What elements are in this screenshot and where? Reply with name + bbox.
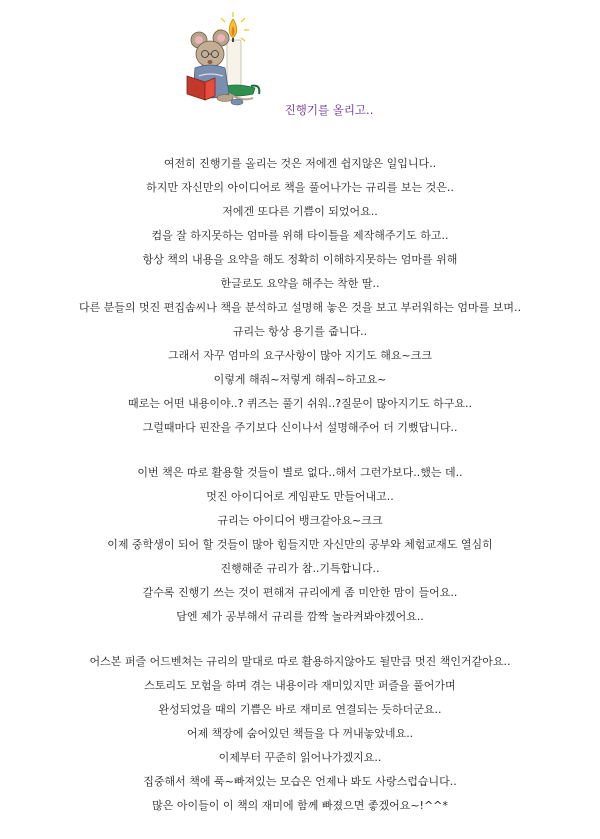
text-line: 이제부터 꾸준히 읽어나가겠지요.. [218,751,382,764]
text-line: 하지만 자신만의 아이디어로 책을 풀어나가는 규리를 보는 것은.. [146,181,454,194]
candle [227,40,241,86]
text-line: 컴을 잘 하지못하는 엄마를 위해 타이틀을 제작해주기도 하고.. [151,229,449,242]
text-line: 그래서 자꾸 엄마의 요구사항이 많아 지기도 해요~크크 [168,349,432,362]
text-line: 이제 중학생이 되어 할 것들이 많아 힘들지만 자신만의 공부와 체험교재도 열심히 [107,538,493,551]
text-line: 갈수록 진행기 쓰는 것이 편해져 규리에게 좀 미안한 맘이 들어요.. [142,586,458,599]
text-line: 그럴때마다 핀잔을 주기보다 신이나서 설명해주어 더 기뻤답니다.. [142,421,458,434]
text-line: 항상 책의 내용을 요약을 해도 정확히 이해하지못하는 엄마를 위해 [142,253,458,266]
text-line: 담엔 제가 공부해서 규리를 깜짝 놀라켜봐야겠어요.. [176,610,424,623]
text-line: 여전히 진행기를 올리는 것은 저에겐 쉽지않은 일입니다.. [163,157,437,170]
text-line: 이렇게 해줘~저렇게 해줘~하고요~ [213,373,387,386]
text-line: 한글로도 요약을 해주는 착한 딸.. [220,277,380,290]
text-line: 멋진 아이디어로 게임판도 만들어내고.. [206,490,394,503]
text-line: 집중해서 책에 푹~빠져있는 모습은 언제나 봐도 사랑스럽습니다.. [143,775,457,788]
post-heading: 진행기를 올리고.. [284,103,374,117]
text-line: 때로는 어떤 내용이야..? 퀴즈는 풀기 쉬워..?질문이 많아지기도 하구요.. [127,397,473,410]
paragraph-3 [0,650,600,818]
text-line: 규리는 항상 용기를 줍니다.. [232,325,368,338]
text-line: 많은 아이들이 이 책의 재미에 함께 빠졌으면 좋겠어요~!^^* [152,799,448,812]
post-body [0,152,600,839]
mouse-reading-book-by-candle-icon [185,10,265,108]
text-line: 어제 책장에 숨어있던 책들을 다 꺼내놓았네요.. [186,727,414,740]
text-line: 다른 분들의 멋진 편집솜씨나 책을 분석하고 설명해 놓은 것을 보고 부러워하는 엄마를 보며.. [78,301,522,314]
paragraph-1 [0,152,600,440]
text-line: 규리는 아이디어 뱅크같아요~크크 [217,514,383,527]
text-line: 스토리도 모험을 하며 겪는 내용이라 재미있지만 퍼즐을 풀어가며 [144,679,456,692]
paragraph-2 [0,461,600,629]
text-line: 저에겐 또다른 기쁨이 되었어요.. [222,205,378,218]
text-line: 완성되었을 때의 기쁨은 바로 재미로 연결되는 듯하더군요.. [158,703,442,716]
text-line: 어스본 퍼즐 어드벤쳐는 규리의 말대로 따로 활용하지않아도 될만큼 멋진 책인거같아요.. [89,655,511,668]
text-line: 이번 책은 따로 활용할 것들이 별로 없다..해서 그런가보다..했는 데.. [137,466,463,479]
text-line: 진행해준 규리가 참..기특합니다.. [220,562,380,575]
